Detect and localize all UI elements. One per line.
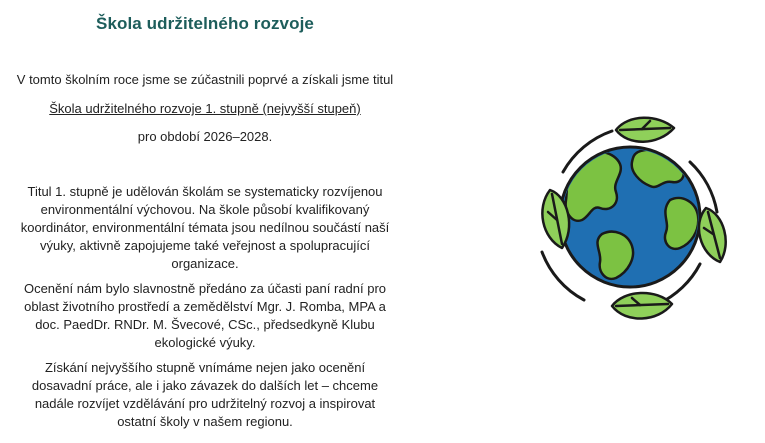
paragraph-line: environmentální výchovou. Na škole působí kvalifikovaný [40,202,370,217]
leaf [612,293,672,319]
paragraph-line: ostatní školy v našem regionu. [117,414,293,429]
paragraph-line: Získání nejvyššího stupně vnímáme nejen jako ocenění [44,360,366,375]
award-title: Škola udržitelného rozvoje 1. stupně (nejvyšší stupeň) [49,101,361,116]
paragraph-line: nadále rozvíjet vzdělávání pro udržitelný rozvoj a inspirovat [34,396,376,411]
paragraph-line: koordinátor, environmentální témata jsou nedílnou součástí naší [20,220,390,235]
globe-illustration [520,112,735,327]
leaf [616,118,674,142]
paragraph-ceremony [15,280,395,352]
paragraph-line: ekologické výuky. [154,335,256,350]
page-title: Škola udržitelného rozvoje [96,14,314,33]
period-text: pro období 2026–2028. [137,129,273,144]
intro-text: V tomto školním roce jsme se zúčastnili poprvé a získali jsme titul [16,72,394,87]
paragraph-line: výuky, aktivně zapojujeme také veřejnost a spolupracující [40,238,370,253]
paragraph-description [15,183,395,273]
paragraph-line: Titul 1. stupně je udělován školám se systematicky rozvíjenou [27,184,383,199]
paragraph-line: oblast životního prostředí a zemědělství Mgr. J. Romba, MPA a [24,299,386,314]
paragraph-line: doc. PaedDr. RNDr. M. Švecové, CSc., předsedkyně Klubu [35,317,375,332]
leaf [699,208,726,262]
earth-globe-with-leaves-icon [520,112,735,327]
paragraph-line: organizace. [171,256,239,271]
paragraph-line: dosavadní práce, ale i jako závazek do dalších let – chceme [31,378,379,393]
award-title-line [0,99,410,118]
paragraph-commitment [15,359,395,431]
globe [560,147,700,287]
paragraph-line: Ocenění nám bylo slavnostně předáno za účasti paní radní pro [23,281,387,296]
